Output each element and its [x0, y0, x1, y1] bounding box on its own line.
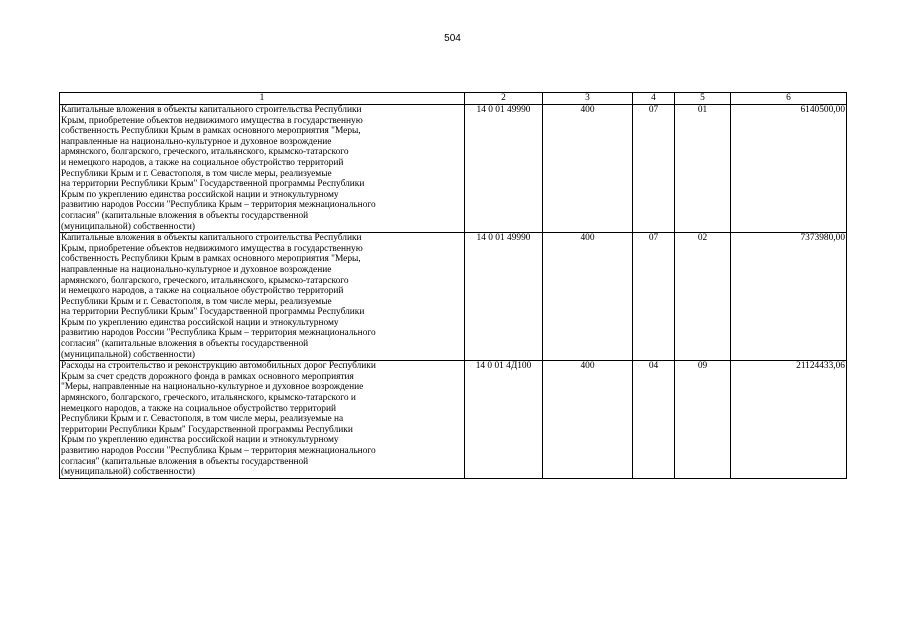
row-description: Расходы на строительство и реконструкцию автомобильных дорог Республики Крым за счет средств дорожного фонда в рамках основного мероприятия "Меры, направленные на национально-культурное и духовное возрождение армянского, болгарского, греческого, итальянского, крымско-татарского и немецкого народов, а также на социальное обустройство территорий Республики Крым и г. Севастополя, в том числе меры, реализуемые на территории Республики Крым" Государственной программы Республики Крым по укреплению единства российской нации и этнокультурному развитию народов России "Республика Крым – территория межнационального согласия" (капитальные вложения в объекты государственной (муниципальной) собственности)	[60, 361, 465, 479]
column-header-2: 2	[465, 93, 543, 105]
column-header-6: 6	[731, 93, 847, 105]
table-header-row	[60, 93, 847, 105]
column-header-1: 1	[60, 93, 465, 105]
row-section: 07	[633, 105, 675, 233]
column-header-3: 3	[543, 93, 633, 105]
table-row	[60, 233, 847, 361]
row-section: 04	[633, 361, 675, 479]
row-section: 07	[633, 233, 675, 361]
row-expense-type: 400	[543, 105, 633, 233]
column-header-5: 5	[675, 93, 731, 105]
row-amount: 21124433,06	[731, 361, 847, 479]
row-target-code: 14 0 01 49990	[465, 105, 543, 233]
column-header-4: 4	[633, 93, 675, 105]
row-description: Капитальные вложения в объекты капитального строительства Республики Крым, приобретение объектов недвижимого имущества в государственную собственность Республики Крым в рамках основного мероприятия "Меры, направленные на национально-культурное и духовное возрождение армянского, болгарского, греческого, итальянского, крымско-татарского и немецкого народов, а также на социальное обустройство территорий Республики Крым и г. Севастополя, в том числе меры, реализуемые на территории Республики Крым" Государственной программы Республики Крым по укреплению единства российской нации и этнокультурному развитию народов России "Республика Крым – территория межнационального согласия" (капитальные вложения в объекты государственной (муниципальной) собственности)	[60, 105, 465, 233]
table-row	[60, 105, 847, 233]
row-amount: 7373980,00	[731, 233, 847, 361]
row-target-code: 14 0 01 49990	[465, 233, 543, 361]
row-subsection: 09	[675, 361, 731, 479]
row-subsection: 02	[675, 233, 731, 361]
row-expense-type: 400	[543, 361, 633, 479]
row-subsection: 01	[675, 105, 731, 233]
row-amount: 6140500,00	[731, 105, 847, 233]
table-row	[60, 361, 847, 479]
page-number: 504	[444, 33, 461, 44]
row-description: Капитальные вложения в объекты капитального строительства Республики Крым, приобретение объектов недвижимого имущества в государственную собственность Республики Крым в рамках основного мероприятия "Меры, направленные на национально-культурное и духовное возрождение армянского, болгарского, греческого, итальянского, крымско-татарского и немецкого народов, а также на социальное обустройство территорий Республики Крым и г. Севастополя, в том числе меры, реализуемые на территории Республики Крым" Государственной программы Республики Крым по укреплению единства российской нации и этнокультурному развитию народов России "Республика Крым – территория межнационального согласия" (капитальные вложения в объекты государственной (муниципальной) собственности)	[60, 233, 465, 361]
row-target-code: 14 0 01 4Д100	[465, 361, 543, 479]
budget-table	[59, 92, 847, 479]
row-expense-type: 400	[543, 233, 633, 361]
